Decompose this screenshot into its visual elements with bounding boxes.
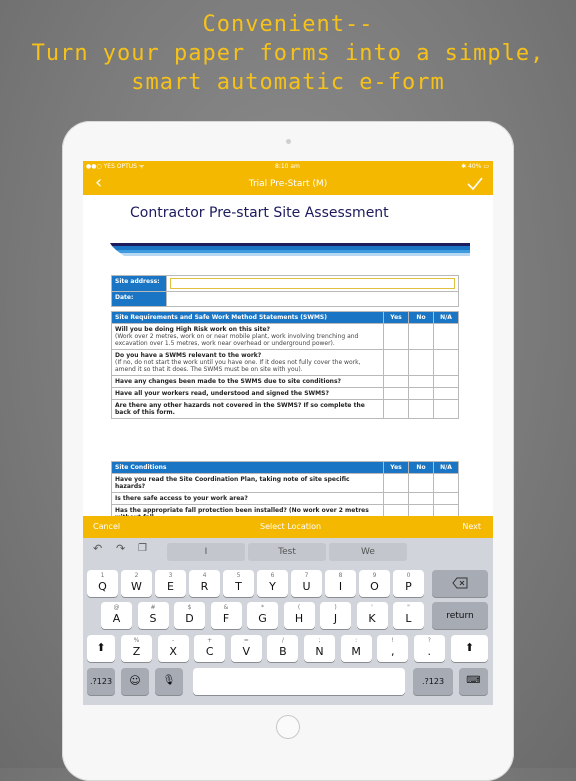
key-label: C <box>205 645 214 658</box>
screen <box>83 161 493 705</box>
backspace-icon <box>452 577 468 589</box>
key-p[interactable] <box>393 570 424 597</box>
key-e[interactable] <box>155 570 186 597</box>
key-b[interactable] <box>267 635 298 662</box>
key-alt-label: ) <box>334 604 337 611</box>
nav-title: Trial Pre-Start (M) <box>248 179 328 189</box>
key-alt-label: + <box>207 637 213 644</box>
key-alt-label: 4 <box>202 572 207 579</box>
date-label: Date: <box>112 292 167 307</box>
key-alt-label: 1 <box>100 572 105 579</box>
key-label: W <box>131 580 142 593</box>
answer-no-cell[interactable] <box>409 474 434 493</box>
key-alt-label: : <box>355 637 358 644</box>
hide-keyboard-key[interactable] <box>459 668 488 695</box>
key-alt-label: ' <box>371 604 373 611</box>
question-text: Has the appropriate fall protection been installed? (No work over 2 metres <box>112 505 384 524</box>
key-label: . <box>427 645 432 658</box>
answer-yes-cell[interactable] <box>384 388 409 400</box>
hide-keyboard-icon: ⌨ <box>466 675 481 686</box>
key-y[interactable] <box>257 570 288 597</box>
question-detail: (If no, do not start the work until you have one. If it does not fully cover the work, amend it so that it does. The SWMS must be on site with you). <box>115 359 361 373</box>
answer-na-cell[interactable] <box>434 493 459 505</box>
key-alt-label: # <box>150 604 156 611</box>
key-label: J <box>333 612 338 625</box>
key-label: U <box>302 580 311 593</box>
key-alt-label: 3 <box>168 572 173 579</box>
key-alt-label: = <box>243 637 249 644</box>
question-text: Do you have a SWMS relevant to the work? <box>115 352 262 359</box>
column-no: No <box>409 312 434 324</box>
key-o[interactable] <box>359 570 390 597</box>
keyboard-accessory-bar <box>83 516 493 538</box>
key-z[interactable] <box>121 635 152 662</box>
key-alt-label: @ <box>113 604 120 611</box>
swms-table <box>111 311 459 419</box>
table-row <box>112 324 459 350</box>
key-label: H <box>294 612 304 625</box>
key-v[interactable] <box>231 635 262 662</box>
shift-right-key[interactable] <box>451 635 488 662</box>
space-key[interactable] <box>193 668 405 695</box>
emoji-key[interactable] <box>121 668 149 695</box>
suggestion-3[interactable]: We <box>329 543 407 561</box>
table-row <box>112 350 459 376</box>
table-row <box>112 400 459 419</box>
clock-label: 8:10 am <box>275 163 300 170</box>
key-label: B <box>279 645 287 658</box>
key-label: I <box>338 580 343 593</box>
key-i[interactable] <box>325 570 356 597</box>
key-label: S <box>149 612 157 625</box>
next-button[interactable]: Next <box>462 522 481 531</box>
answer-yes-cell[interactable] <box>384 493 409 505</box>
key-label: T <box>235 580 242 593</box>
key-m[interactable] <box>341 635 372 662</box>
key-l[interactable] <box>393 602 424 629</box>
answer-na-cell[interactable] <box>434 376 459 388</box>
document-title: Contractor Pre-start Site Assessment <box>130 205 389 221</box>
shift-icon: ⬆ <box>96 641 106 654</box>
key-alt-label: * <box>261 604 264 611</box>
key-s[interactable] <box>138 602 169 629</box>
key-alt-label: 0 <box>406 572 411 579</box>
key-label: M <box>351 645 361 658</box>
question-detail: (Work over 2 metres, work on or near mobile plant, work involving trenching and excavation over 1.5 metres, work near overhead or underground power). <box>115 333 359 347</box>
key-alt-label: % <box>133 637 140 644</box>
emoji-icon: ☺ <box>129 674 141 687</box>
navigation-bar <box>83 173 493 195</box>
undo-icon[interactable]: ↶ <box>93 542 103 555</box>
answer-no-cell[interactable] <box>409 493 434 505</box>
answer-no-cell[interactable] <box>409 400 434 419</box>
headline-line-2: Turn your paper forms into a simple, <box>31 41 545 66</box>
key-c[interactable] <box>194 635 225 662</box>
key-label: O <box>370 580 379 593</box>
key-label: X <box>169 645 177 658</box>
key-w[interactable] <box>121 570 152 597</box>
suggestion-1[interactable]: I <box>167 543 245 561</box>
microphone-icon: 🎙 <box>162 675 176 686</box>
numbers-key-right[interactable] <box>413 668 453 695</box>
key-alt-label: 7 <box>304 572 309 579</box>
site-info-table <box>111 275 459 307</box>
key-alt-label: ( <box>297 604 301 611</box>
key-alt-label: / <box>281 637 284 644</box>
key-label: Y <box>269 580 276 593</box>
site-address-cell <box>167 276 459 292</box>
header-stripe-decoration <box>110 243 470 257</box>
key-label: E <box>167 580 174 593</box>
cancel-button[interactable]: Cancel <box>93 522 121 531</box>
column-no: No <box>409 462 434 474</box>
key-label: V <box>242 645 251 658</box>
key-alt-label: 2 <box>134 572 139 579</box>
question-text: Are there any other hazards not covered in the SWMS? If so complete the back of this form. <box>112 400 384 419</box>
key-punctuation[interactable] <box>414 635 445 662</box>
tablet-device <box>62 121 514 781</box>
answer-yes-cell[interactable] <box>384 350 409 376</box>
key-label: A <box>112 612 121 625</box>
key-j[interactable] <box>320 602 351 629</box>
table-row <box>112 474 459 493</box>
key-g[interactable] <box>247 602 278 629</box>
section-header: Site Conditions <box>112 462 384 474</box>
key-punctuation[interactable] <box>377 635 408 662</box>
key-label: P <box>405 580 412 593</box>
key-label: L <box>405 612 412 625</box>
key-alt-label: ! <box>391 637 394 644</box>
key-alt-label: ; <box>318 637 321 644</box>
paste-icon[interactable]: ❐ <box>138 543 147 554</box>
key-k[interactable] <box>357 602 388 629</box>
numbers-key-left[interactable] <box>87 668 115 695</box>
answer-no-cell[interactable] <box>409 376 434 388</box>
key-alt-label: & <box>223 604 229 611</box>
headline-line-3: smart automatic e-form <box>131 70 445 95</box>
onscreen-keyboard <box>83 538 493 705</box>
question-text: Will you be doing High Risk work on this site? <box>115 326 271 333</box>
answer-na-cell[interactable] <box>434 474 459 493</box>
chevron-left-icon[interactable]: ‹ <box>95 172 103 193</box>
home-button[interactable] <box>276 715 300 739</box>
key-label: F <box>222 612 230 625</box>
key-label: D <box>185 612 194 625</box>
question-text: Have all your workers read, understood and signed the SWMS? <box>112 388 384 400</box>
key-label: Z <box>132 645 141 658</box>
key-label: , <box>390 645 395 658</box>
column-na: N/A <box>434 312 459 324</box>
dictation-key[interactable] <box>155 668 183 695</box>
answer-no-cell[interactable] <box>409 350 434 376</box>
redo-icon[interactable]: ↷ <box>116 542 126 555</box>
question-text: Have any changes been made to the SWMS due to site conditions? <box>112 376 384 388</box>
battery-label: ✱ 40% ▭ <box>461 163 489 170</box>
question-cell <box>112 324 384 350</box>
key-alt-label: ? <box>427 637 431 644</box>
table-header-row <box>112 462 459 474</box>
carrier-label: ●●○ YES OPTUS ᯤ <box>86 163 145 170</box>
question-text: Have you read the Site Coordination Plan, taking note of site specific hazards? <box>112 474 384 493</box>
answer-yes-cell[interactable] <box>384 400 409 419</box>
key-alt-label: 8 <box>338 572 343 579</box>
answer-na-cell[interactable] <box>434 388 459 400</box>
key-label: R <box>200 580 209 593</box>
table-row <box>112 388 459 400</box>
backspace-key[interactable] <box>432 570 488 597</box>
return-label: return <box>446 611 474 621</box>
shift-icon: ⬆ <box>464 641 475 654</box>
column-yes: Yes <box>384 462 409 474</box>
key-label: G <box>258 612 267 625</box>
return-key[interactable] <box>432 602 488 629</box>
key-h[interactable] <box>284 602 315 629</box>
key-r[interactable] <box>189 570 220 597</box>
table-header-row <box>112 312 459 324</box>
site-address-label: Site address: <box>112 276 167 292</box>
key-u[interactable] <box>291 570 322 597</box>
numbers-label: .?123 <box>89 677 113 686</box>
site-conditions-table <box>111 461 459 524</box>
key-label: K <box>368 612 376 625</box>
headline-line-1: Convenient-- <box>202 12 374 37</box>
column-yes: Yes <box>384 312 409 324</box>
answer-yes-cell[interactable] <box>384 376 409 388</box>
answer-no-cell[interactable] <box>409 324 434 350</box>
answer-na-cell[interactable] <box>434 324 459 350</box>
question-cell <box>112 350 384 376</box>
key-a[interactable] <box>101 602 132 629</box>
key-label: Q <box>98 580 107 593</box>
key-d[interactable] <box>174 602 205 629</box>
key-alt-label: - <box>172 637 175 644</box>
checkmark-icon[interactable] <box>467 176 483 192</box>
shift-left-key[interactable] <box>87 635 115 662</box>
key-q[interactable] <box>87 570 118 597</box>
numbers-label: .?123 <box>421 677 445 686</box>
key-alt-label: 6 <box>270 572 275 579</box>
answer-no-cell[interactable] <box>409 388 434 400</box>
key-t[interactable] <box>223 570 254 597</box>
key-label: N <box>315 645 324 658</box>
date-input[interactable] <box>167 292 459 307</box>
table-row <box>112 376 459 388</box>
section-header: Site Requirements and Safe Work Method Statements (SWMS) <box>112 312 384 324</box>
column-na: N/A <box>434 462 459 474</box>
status-bar <box>83 161 493 173</box>
key-n[interactable] <box>304 635 335 662</box>
camera-icon <box>286 139 291 144</box>
key-f[interactable] <box>211 602 242 629</box>
site-address-input[interactable] <box>170 278 455 289</box>
answer-na-cell[interactable] <box>434 400 459 419</box>
key-x[interactable] <box>158 635 189 662</box>
key-alt-label: 5 <box>236 572 241 579</box>
key-alt-label: " <box>407 604 410 611</box>
answer-yes-cell[interactable] <box>384 324 409 350</box>
suggestion-2[interactable]: Test <box>248 543 326 561</box>
select-location-button[interactable]: Select Location <box>260 522 322 531</box>
question-text: Is there safe access to your work area? <box>112 493 384 505</box>
key-alt-label: $ <box>187 604 192 611</box>
answer-na-cell[interactable] <box>434 350 459 376</box>
answer-yes-cell[interactable] <box>384 474 409 493</box>
table-row <box>112 493 459 505</box>
key-alt-label: 9 <box>372 572 377 579</box>
